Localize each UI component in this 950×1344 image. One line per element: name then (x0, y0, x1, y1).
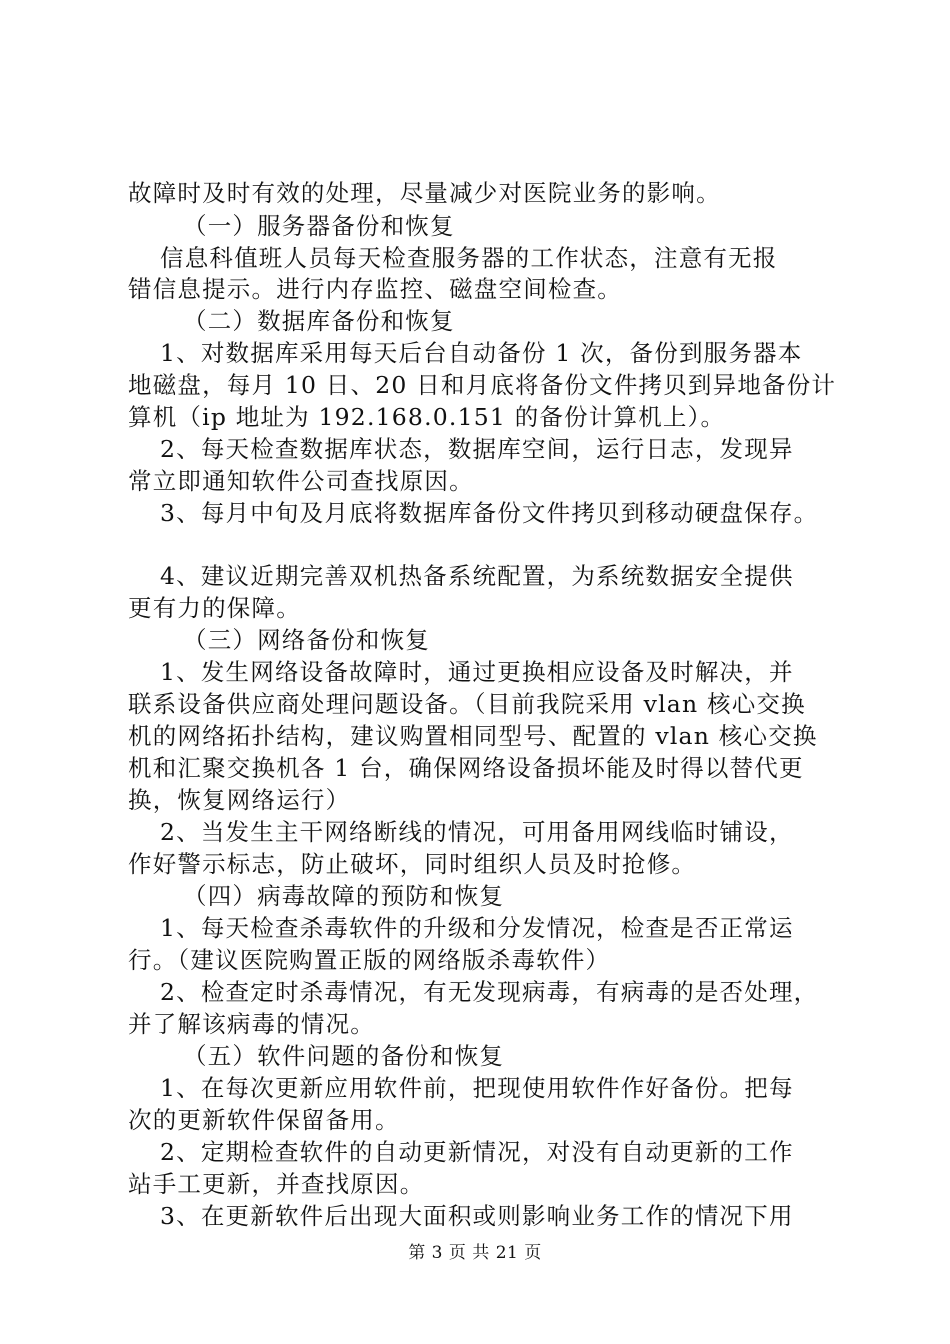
text-line: 站手工更新，并查找原因。 (128, 1170, 425, 1198)
text-line: 次的更新软件保留备用。 (128, 1106, 400, 1134)
page-number-footer: 第 3 页 共 21 页 (408, 1243, 542, 1263)
text-line: 1、每天检查杀毒软件的升级和分发情况，检查是否正常运 (160, 914, 794, 942)
text-line: 算机（ip 地址为 192.168.0.151 的备份计算机上）。 (128, 403, 726, 431)
text-line: 机和汇聚交换机各 1 台，确保网络设备损坏能及时得以替代更 (128, 754, 804, 782)
text-line: 1、在每次更新应用软件前，把现使用软件作好备份。把每 (160, 1074, 794, 1102)
text-line: 行。（建议医院购置正版的网络版杀毒软件） (128, 946, 611, 974)
text-line: 3、在更新软件后出现大面积或则影响业务工作的情况下用 (160, 1202, 794, 1230)
text-line: 信息科值班人员每天检查服务器的工作状态，注意有无报 (160, 244, 778, 272)
text-line: 2、当发生主干网络断线的情况，可用备用网线临时铺设， (160, 818, 794, 846)
section-heading: （二）数据库备份和恢复 (183, 307, 455, 335)
text-line: 换，恢复网络运行） (128, 786, 351, 814)
text-line: 2、每天检查数据库状态，数据库空间，运行日志，发现异 (160, 435, 794, 463)
text-line: 1、对数据库采用每天后台自动备份 1 次，备份到服务器本 (160, 339, 803, 367)
text-line: 3、每月中旬及月底将数据库备份文件拷贝到移动硬盘保存。 (160, 499, 819, 527)
text-line: 地磁盘，每月 10 日、20 日和月底将备份文件拷贝到异地备份计 (128, 371, 837, 399)
text-line: 机的网络拓扑结构，建议购置相同型号、配置的 vlan 核心交换 (128, 722, 818, 750)
text-line: 更有力的保障。 (128, 594, 301, 622)
text-line: 故障时及时有效的处理，尽量减少对医院业务的影响。 (128, 179, 721, 207)
text-line: 并了解该病毒的情况。 (128, 1010, 375, 1038)
section-heading: （四）病毒故障的预防和恢复 (183, 882, 505, 910)
text-line: 4、建议近期完善双机热备系统配置，为系统数据安全提供 (160, 562, 794, 590)
text-line: 1、发生网络设备故障时，通过更换相应设备及时解决，并 (160, 658, 794, 686)
text-line: 2、检查定时杀毒情况，有无发现病毒，有病毒的是否处理， (160, 978, 819, 1006)
text-line: 2、定期检查软件的自动更新情况，对没有自动更新的工作 (160, 1138, 794, 1166)
text-line: 作好警示标志，防止破坏，同时组织人员及时抢修。 (128, 850, 697, 878)
section-heading: （五）软件问题的备份和恢复 (183, 1042, 505, 1070)
section-heading: （三）网络备份和恢复 (183, 626, 430, 654)
text-line: 常立即通知软件公司查找原因。 (128, 467, 474, 495)
section-heading: （一）服务器备份和恢复 (183, 212, 455, 240)
text-line: 联系设备供应商处理问题设备。（目前我院采用 vlan 核心交换 (128, 690, 806, 718)
text-line: 错信息提示。进行内存监控、磁盘空间检查。 (128, 275, 622, 303)
